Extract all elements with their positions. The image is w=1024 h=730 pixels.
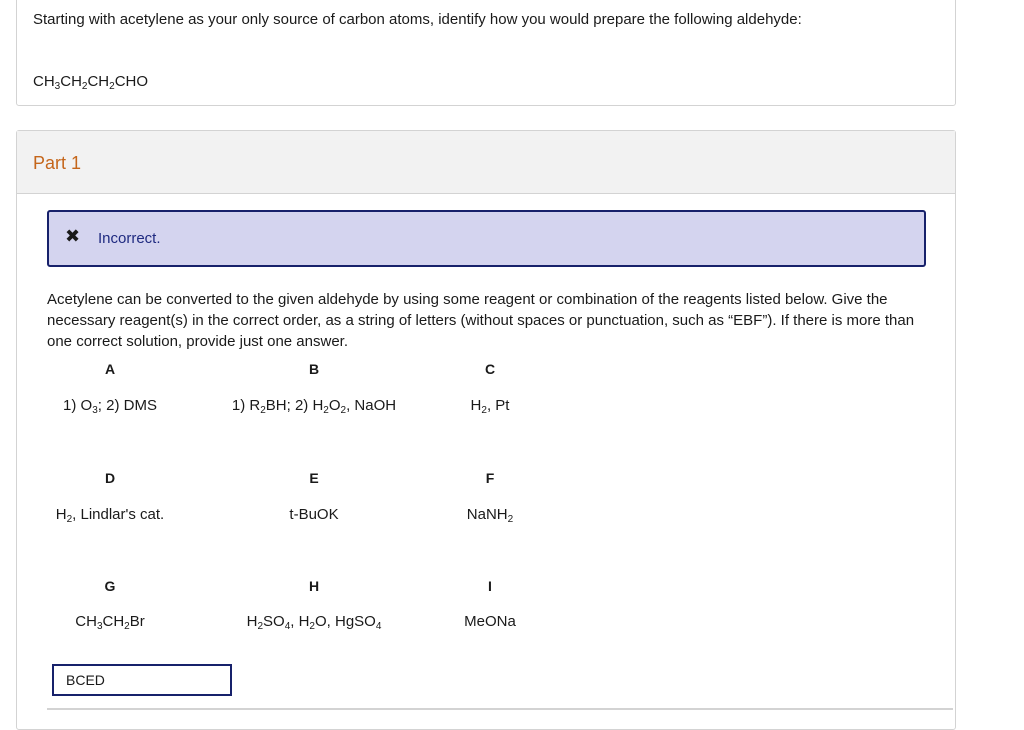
answer-input[interactable] bbox=[52, 664, 232, 696]
reagent-i: MeONa bbox=[464, 613, 516, 630]
reagent-c: $H_2$, Pt bbox=[470, 397, 510, 416]
reagent-letter-c: C bbox=[484, 361, 496, 377]
reagent-h: $H_2SO_4$, $H_2O$, HgSO$_4$ bbox=[246, 613, 382, 632]
part-title: Part 1 bbox=[33, 153, 82, 173]
part-header bbox=[17, 131, 955, 194]
reagent-a: 1) $O_3$; 2) DMS bbox=[63, 397, 157, 416]
reagent-letter-b: B bbox=[308, 361, 320, 377]
reagent-letter-d: D bbox=[104, 470, 116, 486]
reagent-g: $CH_3CH_2Br$ bbox=[75, 613, 145, 632]
reagent-f: NaNH$_2$ bbox=[466, 506, 514, 525]
reagent-e: t-BuOK bbox=[289, 506, 339, 523]
feedback-banner bbox=[47, 210, 926, 267]
reagent-letter-g: G bbox=[104, 578, 116, 594]
reagent-d: $H_2$, Lindlar's cat. bbox=[55, 506, 165, 525]
question-card bbox=[16, 0, 956, 106]
reagent-letter-a: A bbox=[104, 361, 116, 377]
target-aldehyde-formula: $CH_3CH_2CH_2CHO$ bbox=[33, 73, 149, 92]
feedback-status: Incorrect. bbox=[98, 230, 161, 247]
x-icon: ✖ bbox=[65, 226, 81, 246]
reagent-letter-e: E bbox=[309, 470, 319, 486]
reagent-letter-f: F bbox=[485, 470, 495, 486]
reagent-letter-i: I bbox=[488, 578, 492, 594]
question-prompt: Starting with acetylene as your only source of carbon atoms, identify how you would prepare the following aldehyde: bbox=[33, 11, 802, 28]
instructions-text: Acetylene can be converted to the given aldehyde by using some reagent or combination of the reagents listed below. Give the necessary reagent(s) in the correct order, as a string of letters (without spaces or punctuation, such as “EBF”). If there is more than one correct solution, provide just one answer. bbox=[47, 291, 915, 350]
reagent-b: 1) $R_2BH$; 2) $H_2O_2$, NaOH bbox=[231, 397, 397, 416]
reagent-letter-h: H bbox=[308, 578, 320, 594]
